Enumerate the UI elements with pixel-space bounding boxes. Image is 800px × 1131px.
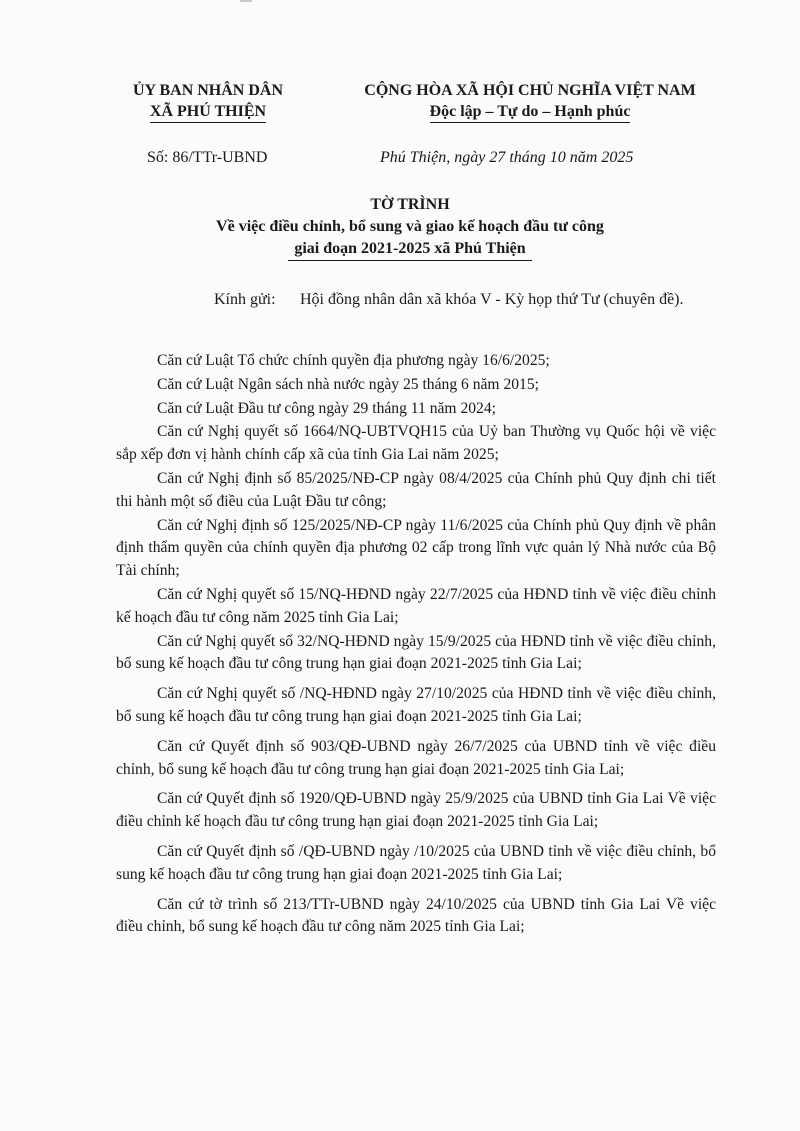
legal-basis-paragraph: Căn cứ Quyết định số 1920/QĐ-UBND ngày 25/9/2025 của UBND tỉnh Gia Lai Về việc điều chỉnh kế hoạch đầu tư công trung hạn giai đoạn 2021-2025 tỉnh Gia Lai; (116, 790, 716, 831)
nation-motto: Độc lập – Tự do – Hạnh phúc (430, 101, 631, 123)
title-type: TỜ TRÌNH (370, 196, 450, 213)
issuing-agency (118, 80, 298, 123)
recipient-label: Kính gửi: (214, 291, 276, 308)
document-body (116, 350, 716, 940)
national-motto (333, 80, 727, 123)
agency-unit: XÃ PHÚ THIỆN (150, 101, 266, 123)
agency-name: ỦY BAN NHÂN DÂN (132, 82, 284, 99)
legal-basis-paragraph: Căn cứ tờ trình số 213/TTr-UBND ngày 24/10/2025 của UBND tỉnh Gia Lai Về việc điều chỉnh, bổ sung kế hoạch đầu tư công năm 2025 tỉnh Gia Lai; (116, 895, 716, 936)
legal-basis-paragraph: Căn cứ Nghị quyết số 1664/NQ-UBTVQH15 của Uỷ ban Thường vụ Quốc hội về việc sắp xếp đơn vị hành chính cấp xã của tỉnh Gia Lai năm 2025; (116, 423, 716, 464)
legal-basis-paragraph: Căn cứ Quyết định số 903/QĐ-UBND ngày 26/7/2025 của UBND tỉnh về việc điều chỉnh, bổ sung kế hoạch đầu tư công trung hạn giai đoạn 2021-2025 tỉnh Gia Lai; (116, 737, 716, 778)
legal-basis-paragraph: Căn cứ Luật Ngân sách nhà nước ngày 25 tháng 6 năm 2015; (157, 375, 539, 393)
legal-basis-paragraph: Căn cứ Luật Đầu tư công ngày 29 tháng 11 năm 2024; (157, 399, 496, 417)
legal-basis-paragraph: Căn cứ Nghị quyết số 32/NQ-HĐND ngày 15/9/2025 của HĐND tỉnh về việc điều chỉnh, bổ sung kế hoạch đầu tư công trung hạn giai đoạn 2021-2025 tỉnh Gia Lai; (116, 632, 716, 673)
scan-artifact (240, 0, 252, 10)
title-scope: giai đoạn 2021-2025 xã Phú Thiện (288, 238, 531, 261)
document-number: Số: 86/TTr-UBND (147, 149, 268, 166)
document-date: Phú Thiện, ngày 27 tháng 10 năm 2025 (380, 149, 634, 166)
legal-basis-paragraph: Căn cứ Nghị định số 125/2025/NĐ-CP ngày 11/6/2025 của Chính phủ Quy định về phân định thẩm quyền của chính quyền địa phương 02 cấp trong lĩnh vực quản lý Nhà nước của Bộ Tài chính; (116, 516, 716, 580)
legal-basis-paragraph: Căn cứ Luật Tổ chức chính quyền địa phương ngày 16/6/2025; (157, 352, 550, 369)
legal-basis-paragraph: Căn cứ Quyết định số /QĐ-UBND ngày /10/2025 của UBND tỉnh về việc điều chỉnh, bổ sung kế hoạch đầu tư công trung hạn giai đoạn 2021-2025 tỉnh Gia Lai; (116, 842, 716, 883)
nation-name: CỘNG HÒA XÃ HỘI CHỦ NGHĨA VIỆT NAM (364, 82, 696, 99)
legal-basis-paragraph: Căn cứ Nghị định số 85/2025/NĐ-CP ngày 08/4/2025 của Chính phủ Quy định chi tiết thi hành một số điều của Luật Đầu tư công; (116, 469, 716, 510)
legal-basis-paragraph: Căn cứ Nghị quyết số /NQ-HĐND ngày 27/10/2025 của HĐND tỉnh về việc điều chỉnh, bổ sung kế hoạch đầu tư công trung hạn giai đoạn 2021-2025 tỉnh Gia Lai; (116, 685, 716, 725)
recipient-value: Hội đồng nhân dân xã khóa V - Kỳ họp thứ Tư (chuyên đề). (300, 291, 684, 308)
legal-basis-paragraph: Căn cứ Nghị quyết số 15/NQ-HĐND ngày 22/7/2025 của HĐND tỉnh về việc điều chỉnh kế hoạch đầu tư công năm 2025 tỉnh Gia Lai; (116, 585, 716, 626)
title-subject: Về việc điều chỉnh, bổ sung và giao kế hoạch đầu tư công (216, 218, 604, 235)
document-title (150, 194, 670, 261)
